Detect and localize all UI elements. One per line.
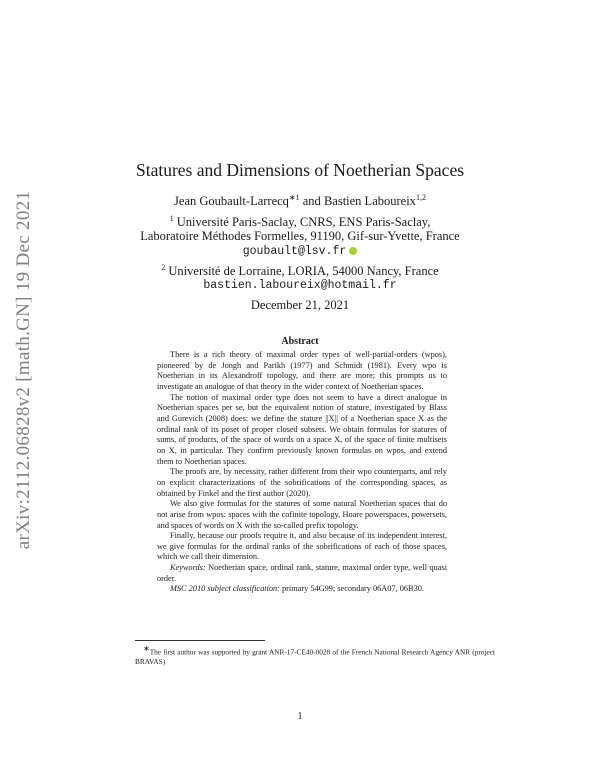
orcid-icon[interactable] [349,247,357,255]
affiliation-2-text: Université de Lorraine, LORIA, 54000 Nancy, France [168,264,439,279]
footnote [135,644,495,667]
abstract-paragraph-4: We also give formulas for the statures of some natural Noetherian spaces that do not arise from wpos: spaces with the cofinite topology, Hoare powerspaces, powersets, and spaces of words on X with the so-called prefix topology. [157,499,447,530]
author-1-marks: ∗1 [288,193,300,202]
keywords-text: Noetherian space, ordinal rank, stature, maximal order type, well quasi order. [157,563,447,583]
page-number: 1 [297,711,303,722]
affiliation-1-mark: 1 [169,214,174,223]
paper-date: December 21, 2021 [250,298,350,312]
author-line [0,193,600,209]
email-laboureix[interactable]: bastien.laboureix@hotmail.fr [203,279,397,292]
msc-label: MSC 2010 subject classification: [170,584,280,594]
arxiv-stamp-text: arXiv:2112.06828v2 [math.GN] 19 Dec 2021 [13,190,34,550]
abstract-paragraph-5: Finally, because our proofs require it, and also because of its independent interest, we give formulas for the ordinal ranks of the sobrifications of each of those spaces, which we call their dimension. [157,531,447,562]
abstract-paragraph-1: There is a rich theory of maximal order types of well-partial-orders (wpos), pioneered by de Jongh and Parikh (1977) and Schmidt (1981). Every wpo is Noetherian in its Alexandroff topology, and there are more; this prompts us to investigate an analogue of that theory in the wider context of Noetherian spaces. [157,350,447,391]
author-2-marks: 1,2 [415,193,426,202]
abstract-paragraph-3: The proofs are, by necessity, rather different from their wpo counterparts, and rely on explicit characterizations of the sobrifications of the corresponding spaces, as obtained by Finkel and the first author (2020). [157,467,447,498]
affiliation-2-mark: 2 [161,263,166,272]
paper-title: Statures and Dimensions of Noetherian Spaces [135,160,465,180]
msc-line [157,584,447,595]
author-1: Jean Goubault-Larrecq [174,194,289,209]
affiliation-1-line-2: Laboratoire Méthodes Formelles, 91190, Gif-sur-Yvette, France [140,229,460,243]
email-goubault[interactable]: goubault@lsv.fr [242,245,347,258]
author-conjunction: and [302,194,321,209]
affiliation-1-line-1 [0,214,600,230]
affiliation-1-text: Université Paris-Saclay, CNRS, ENS Paris-Saclay, [176,215,431,230]
affiliation-2-email-line [0,277,600,292]
abstract-heading: Abstract [281,336,319,347]
affiliation-1-email-line [0,243,600,258]
keywords-label: Keywords: [170,563,206,573]
keywords-line [157,563,447,584]
footnote-mark: ∗ [143,644,150,653]
abstract-paragraph-2: The notion of maximal order type does not seem to have a direct analogue in Noetherian spaces per se, but the equivalent notion of stature, investigated by Blass and Gurevich (2008) does: we define the stature ||X|| of a Noetherian space X as the ordinal rank of its poset of proper closed subsets. We obtain formulas for statures of sums, of products, of the space of words on a space X, of the space of finite multisets on X, in particular. They confirm previously known formulas on wpos, and extend them to Noetherian spaces. [157,392,447,466]
footnote-rule [135,640,265,641]
msc-text: primary 54G99; secondary 06A07, 06B30. [282,584,424,594]
abstract-body [157,350,447,595]
author-2: Bastien Laboureix [323,194,416,209]
footnote-text: The first author was supported by grant ANR-17-CE40-0028 of the French National Research Agency ANR (project BRAVAS) [135,647,495,667]
